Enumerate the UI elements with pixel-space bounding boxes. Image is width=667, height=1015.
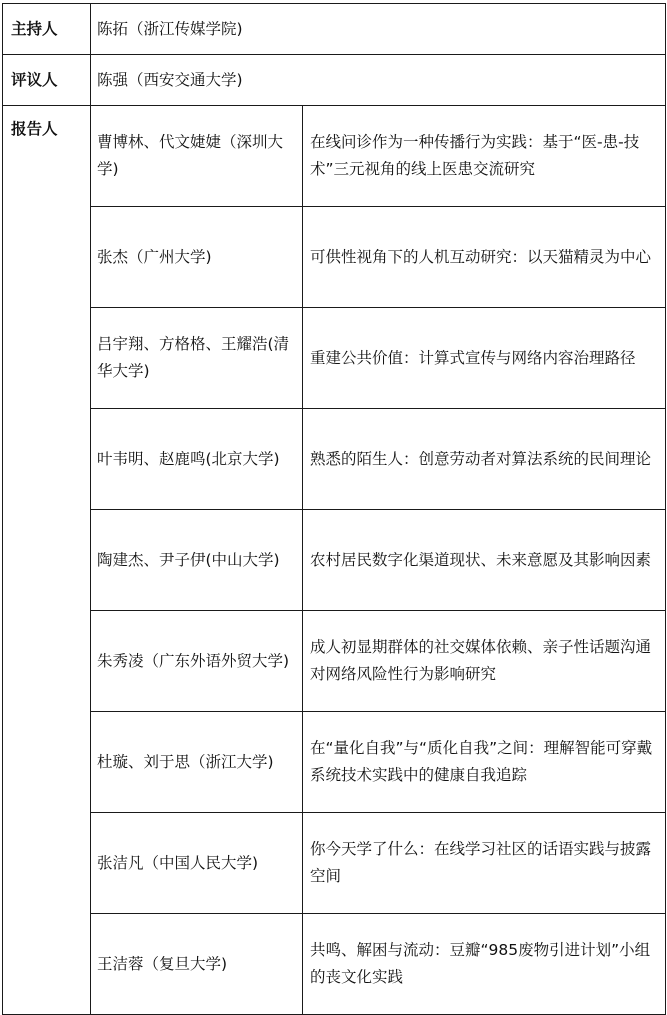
report-title: 你今天学了什么：在线学习社区的话语实践与披露空间 <box>303 813 666 914</box>
program-table-body <box>3 4 666 1015</box>
report-authors: 张洁凡（中国人民大学) <box>91 813 303 914</box>
report-authors: 杜璇、刘于思（浙江大学) <box>91 712 303 813</box>
report-title: 可供性视角下的人机互动研究：以天猫精灵为中心 <box>303 207 666 308</box>
commentator-row <box>3 55 666 106</box>
report-authors: 陶建杰、尹子伊(中山大学) <box>91 510 303 611</box>
report-authors: 叶韦明、赵鹿鸣(北京大学) <box>91 409 303 510</box>
report-title: 在线问诊作为一种传播行为实践：基于“医-患-技术”三元视角的线上医患交流研究 <box>303 106 666 207</box>
report-title: 熟悉的陌生人：创意劳动者对算法系统的民间理论 <box>303 409 666 510</box>
report-title: 在“量化自我”与“质化自我”之间：理解智能可穿戴系统技术实践中的健康自我追踪 <box>303 712 666 813</box>
commentator-label: 评议人 <box>3 55 91 106</box>
report-authors: 吕宇翔、方格格、王耀浩(清华大学) <box>91 308 303 409</box>
report-authors: 张杰（广州大学) <box>91 207 303 308</box>
table-row <box>3 106 666 207</box>
report-authors: 王洁蓉（复旦大学) <box>91 914 303 1015</box>
table-row <box>3 409 666 510</box>
report-title: 共鸣、解困与流动：豆瓣“985废物引进计划”小组的丧文化实践 <box>303 914 666 1015</box>
program-table <box>2 3 666 1015</box>
table-row <box>3 813 666 914</box>
table-row <box>3 207 666 308</box>
report-title: 农村居民数字化渠道现状、未来意愿及其影响因素 <box>303 510 666 611</box>
host-label: 主持人 <box>3 4 91 55</box>
host-value: 陈拓（浙江传媒学院) <box>91 4 666 55</box>
table-row <box>3 712 666 813</box>
table-row <box>3 611 666 712</box>
host-row <box>3 4 666 55</box>
report-authors: 曹博林、代文婕婕（深圳大学) <box>91 106 303 207</box>
report-title: 成人初显期群体的社交媒体依赖、亲子性话题沟通对网络风险性行为影响研究 <box>303 611 666 712</box>
table-row <box>3 308 666 409</box>
presenters-label: 报告人 <box>3 106 91 1015</box>
report-authors: 朱秀凌（广东外语外贸大学) <box>91 611 303 712</box>
report-title: 重建公共价值：计算式宣传与网络内容治理路径 <box>303 308 666 409</box>
table-row <box>3 510 666 611</box>
table-row <box>3 914 666 1015</box>
commentator-value: 陈强（西安交通大学) <box>91 55 666 106</box>
